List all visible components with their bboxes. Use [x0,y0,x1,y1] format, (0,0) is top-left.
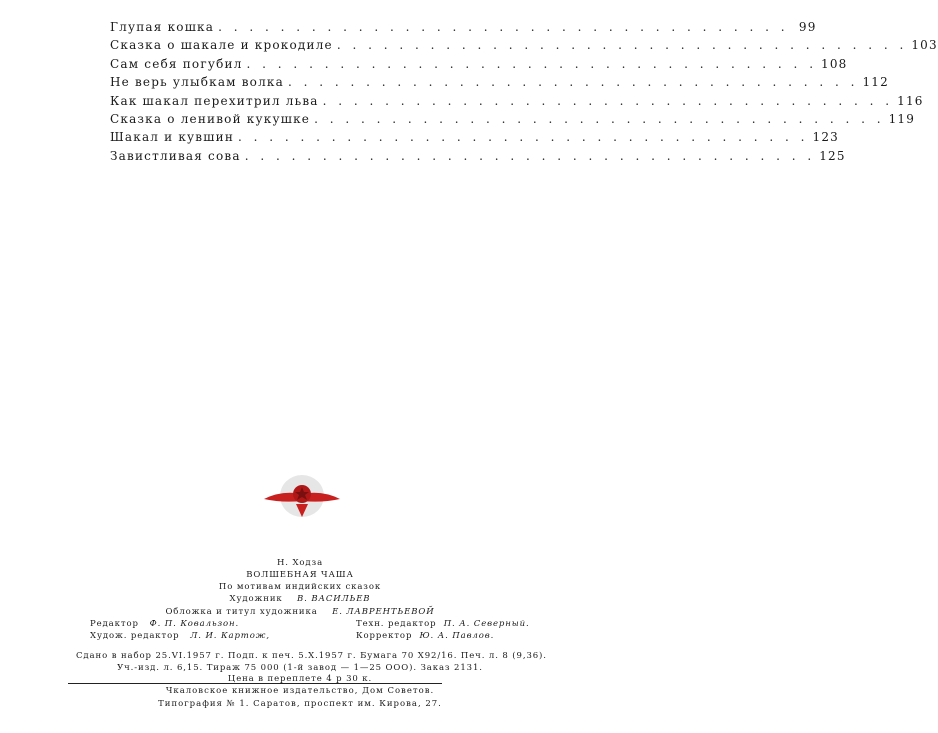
imprint-art-editor [90,631,270,641]
artist-label: Художник [229,594,283,604]
artist-name: В. ВАСИЛЬЕВ [297,594,371,604]
editor-label: Редактор [90,619,139,629]
imprint-subtitle: По мотивам индийских сказок [218,582,382,592]
tech-editor-name: П. А. Северный. [443,619,530,629]
toc-title: Сказка о шакале и крокодиле [110,38,333,53]
toc-row[interactable] [110,148,846,167]
toc-page-number: 119 [888,111,916,126]
cover-label: Обложка и титул художника [165,607,318,617]
tech-editor-label: Техн. редактор [356,619,437,629]
toc-leader-dots: . . . . . . . . . . . . . . . . . . . . . . . . . . . . . . . . . . . . . [314,111,885,126]
imprint-print-line-2: Уч.-изд. л. 6,15. Тираж 75 000 (1-й завод — 1—25 ООО). Заказ 2131. [117,663,483,673]
toc-leader-dots: . . . . . . . . . . . . . . . . . . . . . . . . . . . . . . . . . . . . . [336,38,908,53]
corrector-label: Корректор [356,631,413,641]
imprint-typography: Типография № 1. Саратов, проспект им. Кирова, 27. [158,699,442,709]
imprint-editor [90,619,239,629]
imprint-title: ВОЛШЕБНАЯ ЧАША [246,570,354,580]
imprint-author: Н. Ходза [276,558,324,568]
cover-name: Е. ЛАВРЕНТЬЕВОЙ [332,607,435,617]
editor-name: Ф. П. Ковальзон. [149,619,240,629]
toc-page-number: 125 [819,148,846,163]
red-star-wings-emblem-icon [262,472,342,522]
toc-page-number: 116 [897,93,924,108]
art-editor-label: Худож. редактор [90,631,180,641]
toc-row[interactable] [110,20,817,38]
toc-row[interactable] [110,111,916,130]
toc-page-number: 103 [911,38,938,53]
toc-leader-dots: . . . . . . . . . . . . . . . . . . . . . . . . . . . . . . . . . . . . . [238,130,809,145]
toc-row[interactable] [110,93,924,112]
toc-title: Не верь улыбкам волка [110,75,284,90]
toc-leader-dots: . . . . . . . . . . . . . . . . . . . . . . . . . . . . . . . . . . . . . [288,75,859,90]
toc-row[interactable] [110,130,840,148]
toc-title: Глупая кошка [110,20,215,34]
toc-page-number: 99 [798,20,817,34]
imprint-print-line-1: Сдано в набор 25.VI.1957 г. Подп. к печ. 5.X.1957 г. Бумага 70 X92/16. Печ. л. 8 (9,36). [76,651,547,661]
toc-title: Как шакал перехитрил льва [110,93,319,108]
toc-row[interactable] [110,56,848,75]
imprint-tech-editor [356,619,530,629]
imprint-corrector [356,631,494,641]
divider-rule [68,683,442,684]
toc-page-number: 123 [812,130,840,145]
toc-leader-dots: . . . . . . . . . . . . . . . . . . . . . . . . . . . . . . . . . . . . . [218,20,789,34]
imprint-artist-line [0,594,600,604]
imprint-price: Цена в переплете 4 р 30 к. [227,674,373,684]
toc-title: Сказка о ленивой кукушке [110,111,311,126]
toc-row[interactable] [110,38,938,56]
imprint-publisher: Чкаловское книжное издательство, Дом Советов. [165,686,435,696]
toc-title: Завистливая сова [110,148,241,163]
toc-leader-dots: . . . . . . . . . . . . . . . . . . . . . . . . . . . . . . . . . . . . . [246,56,818,71]
toc-leader-dots: . . . . . . . . . . . . . . . . . . . . . . . . . . . . . . . . . . . . . [322,93,894,108]
imprint-cover-line [0,607,600,617]
toc-page-number: 112 [862,75,889,90]
corrector-name: Ю. А. Павлов. [419,631,495,641]
art-editor-name: Л. И. Картож, [190,631,270,641]
toc-row[interactable] [110,75,889,93]
table-of-contents [110,20,938,167]
toc-leader-dots: . . . . . . . . . . . . . . . . . . . . . . . . . . . . . . . . . . . . . [244,148,816,163]
toc-title: Сам себя погубил [110,56,243,71]
toc-page-number: 108 [821,56,848,71]
toc-title: Шакал и кувшин [110,130,235,145]
